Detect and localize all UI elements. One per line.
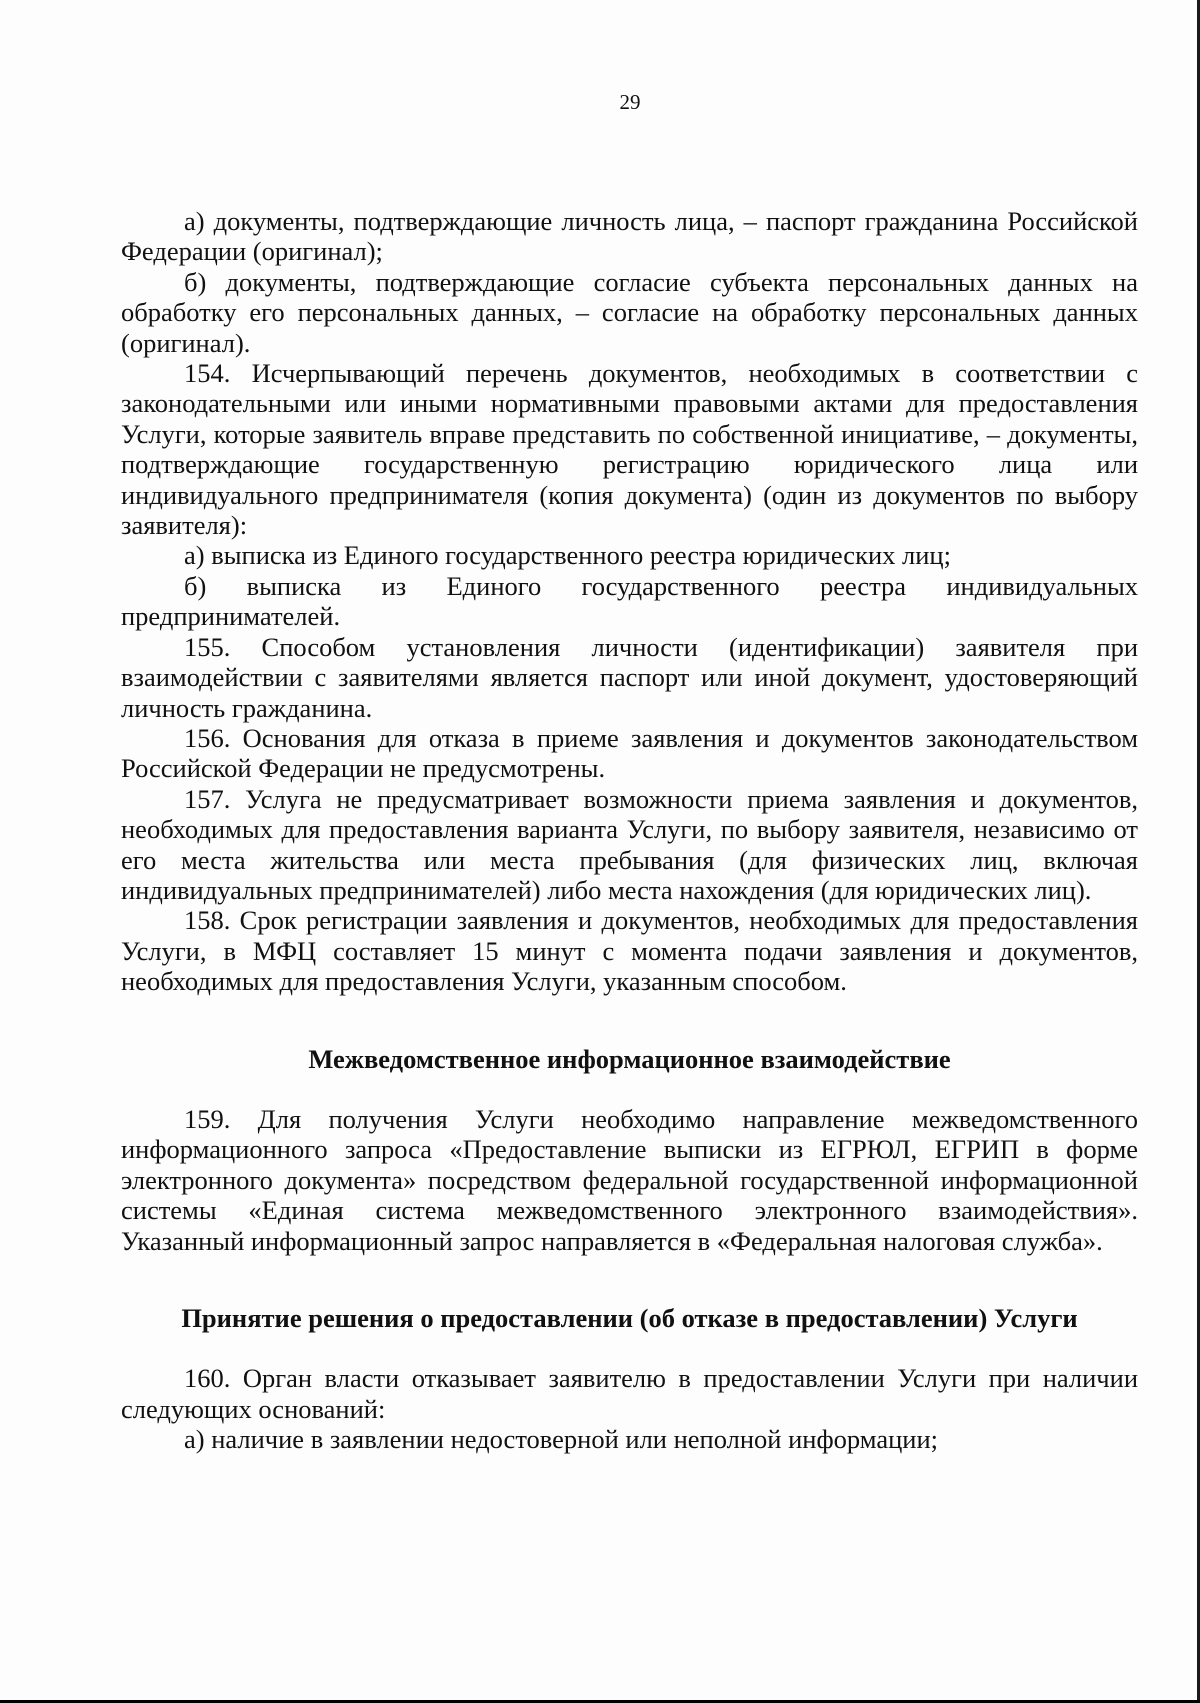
paragraph-154: 154. Исчерпывающий перечень документов, необходимых в соответствии с законодательными или иными нормативными правовыми актами для предоставления Услуги, которые заявитель вправе представить по собственной инициативе, – документы, подтверждающие государственную регистрацию юридического лица или индивидуального предпринимателя (копия документа) (один из документов по выбору заявителя): xyxy=(121,358,1138,541)
paragraph-a-identity: а) документы, подтверждающие личность лица, – паспорт гражданина Российской Федерации (оригинал); xyxy=(121,206,1138,267)
paragraph-159: 159. Для получения Услуги необходимо направление межведомственного информационного запроса «Предоставление выписки из ЕГРЮЛ, ЕГРИП в форме электронного документа» посредством федеральной государственной информационной системы «Единая система межведомственного электронного взаимодействия». Указанный информационный запрос направляется в «Федеральная налоговая служба». xyxy=(121,1103,1138,1256)
paragraph-160: 160. Орган власти отказывает заявителю в предоставлении Услуги при наличии следующих оснований: xyxy=(121,1363,1138,1424)
paragraph-154-b: б) выписка из Единого государственного реестра индивидуальных предпринимателей. xyxy=(121,570,1138,632)
page-number: 29 xyxy=(619,90,641,114)
paragraph-154-a: а) выписка из Единого государственного реестра юридических лиц; xyxy=(184,540,951,571)
document-body xyxy=(121,206,1138,1455)
paragraph-b-consent: б) документы, подтверждающие согласие субъекта персональных данных на обработку его персональных данных, – согласие на обработку персональных данных (оригинал). xyxy=(121,266,1138,358)
paragraph-157: 157. Услуга не предусматривает возможности приема заявления и документов, необходимых для предоставления варианта Услуги, по выбору заявителя, независимо от его места жительства или места пребывания (для физических лиц, включая индивидуальных предпринимателей) либо места нахождения (для юридических лиц). xyxy=(121,783,1138,905)
paragraph-160-a: а) наличие в заявлении недостоверной или неполной информации; xyxy=(184,1424,938,1455)
paragraph-156: 156. Основания для отказа в приеме заявления и документов законодательством Российской Федерации не предусмотрены. xyxy=(121,722,1138,784)
section-heading-interagency: Межведомственное информационное взаимодействие xyxy=(308,1043,951,1074)
paragraph-158: 158. Срок регистрации заявления и документов, необходимых для предоставления Услуги, в МФЦ составляет 15 минут с момента подачи заявления и документов, необходимых для предоставления Услуги, указанным способом. xyxy=(121,905,1138,997)
paragraph-155: 155. Способом установления личности (идентификации) заявителя при взаимодействии с заявителями является паспорт или иной документ, удостоверяющий личность гражданина. xyxy=(121,631,1138,723)
section-heading-decision: Принятие решения о предоставлении (об отказе в предоставлении) Услуги xyxy=(181,1303,1078,1333)
